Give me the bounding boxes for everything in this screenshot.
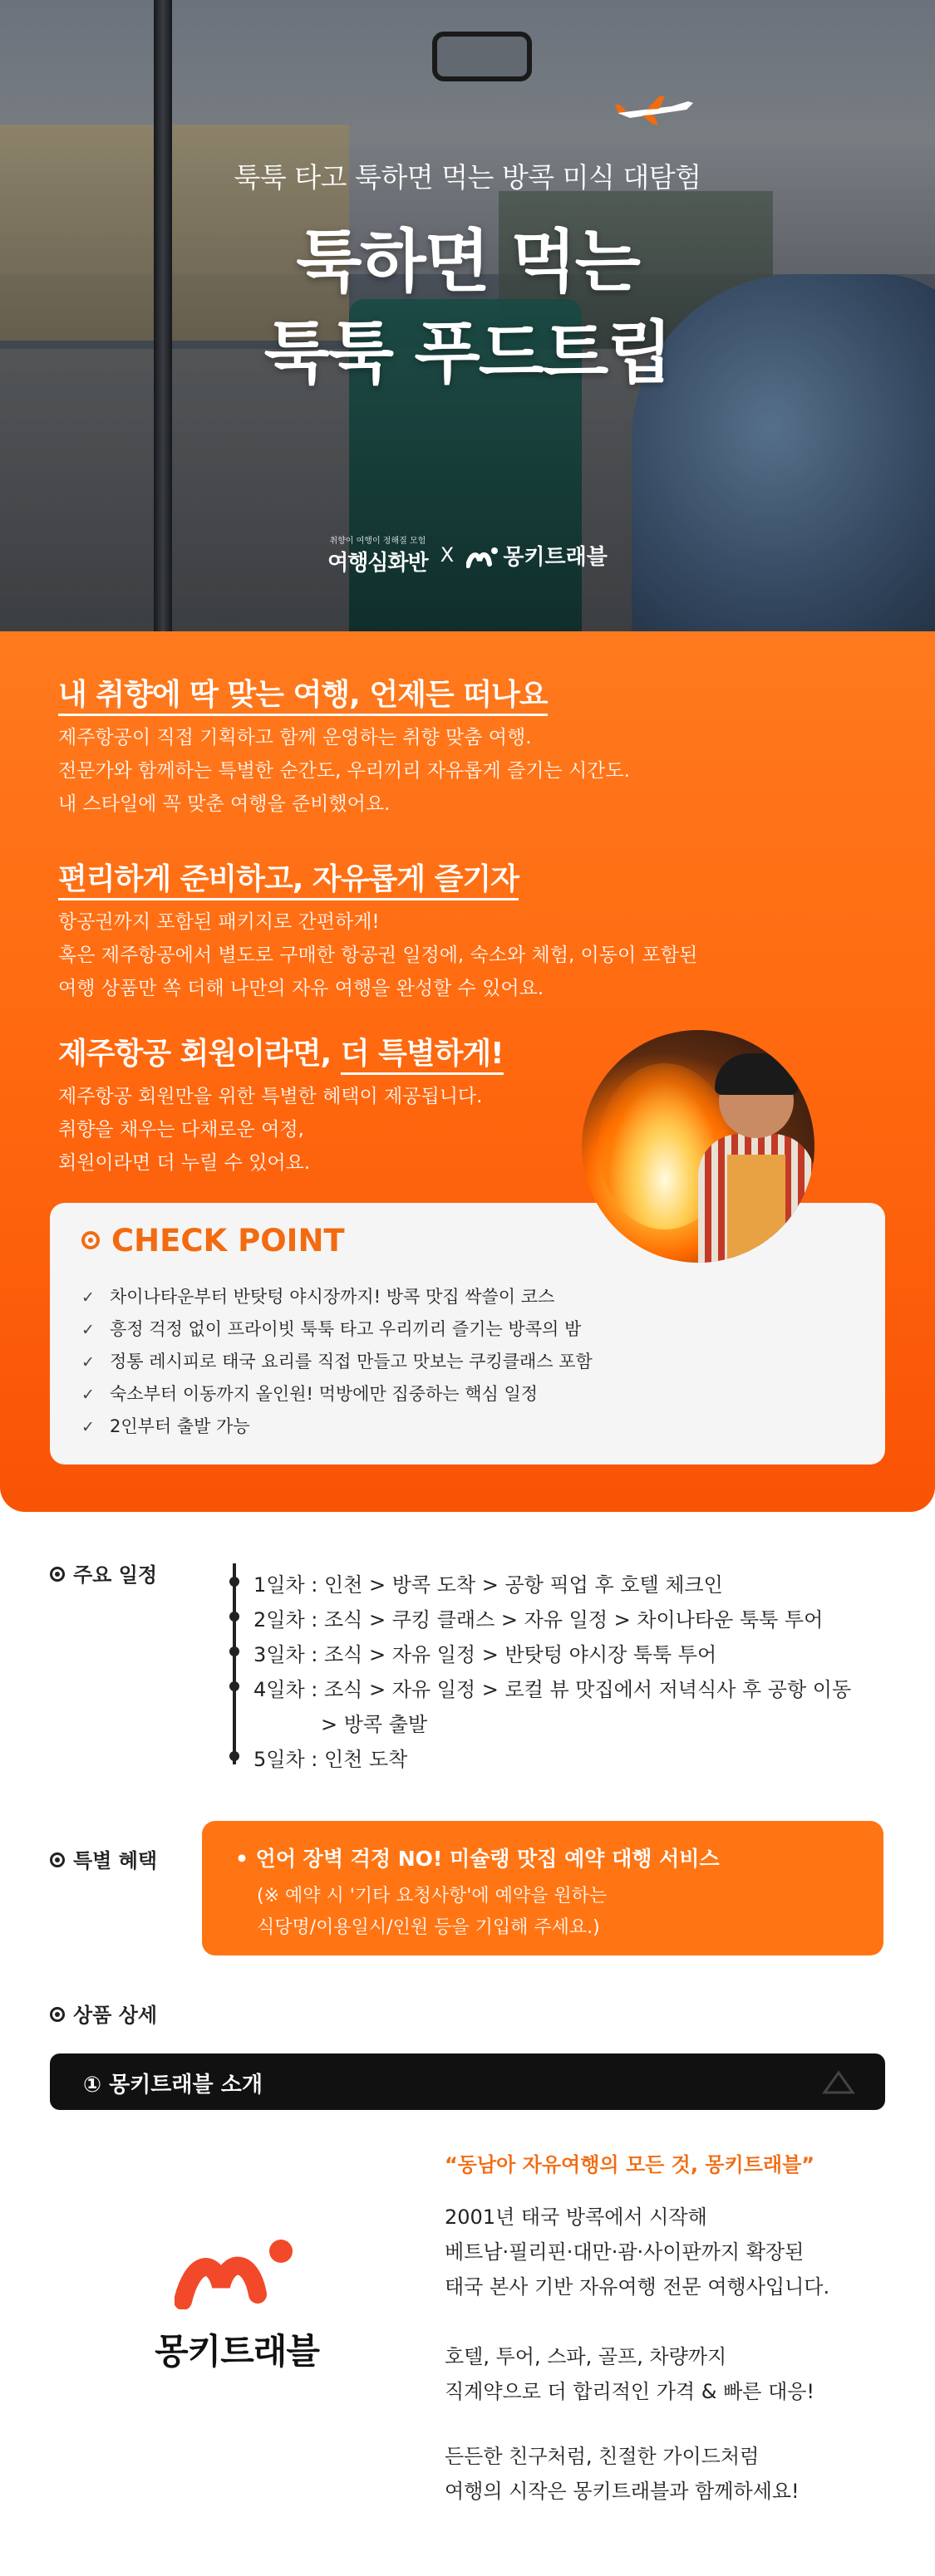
check-icon: ✓ xyxy=(81,1418,95,1436)
benefit-main: • 언어 장벽 걱정 NO! 미슐랭 맛집 예약 대행 서비스 xyxy=(235,1847,720,1871)
check-icon: ✓ xyxy=(81,1353,95,1371)
schedule-day-4-cont: > 방콕 출발 xyxy=(321,1713,428,1736)
timeline-dot xyxy=(229,1612,239,1622)
check-point-title: CHECK POINT xyxy=(81,1223,345,1259)
check-icon: ✓ xyxy=(81,1386,95,1404)
monkey-travel-wordmark: 몽키트래블 xyxy=(155,2331,319,2372)
schedule-day-2: 2일차 : 조식 > 쿠킹 클래스 > 자유 일정 > 차이나타운 툭툭 투어 xyxy=(253,1608,824,1631)
intro-paragraph-2: 호텔, 투어, 스파, 골프, 차량까지 직계약으로 더 합리적인 가격 & 빠른 대응! xyxy=(445,2345,815,2403)
triangle-icon xyxy=(822,2070,855,2095)
hero-subtitle: 툭툭 타고 툭하면 먹는 방콕 미식 대탐험 xyxy=(234,161,701,194)
list-item: ✓ 2인부터 출발 가능 xyxy=(81,1411,593,1443)
section-heading-3: 제주항공 회원이라면, 더 특별하게! xyxy=(58,1030,504,1072)
section-text-2: 항공권까지 포함된 패키지로 간편하게! 혹은 제주항공에서 별도로 구매한 항공권 일정에, 숙소와 체험, 이동이 포함된 여행 상품만 쏙 더해 나만의 자유 여행을 완성할 수 있어요. xyxy=(58,911,698,999)
schedule-day-5: 5일차 : 인천 도착 xyxy=(253,1748,408,1771)
benefit-box xyxy=(202,1821,883,1955)
intro-quote: “동남아 자유여행의 모든 것, 몽키트래블” xyxy=(445,2153,815,2176)
detail-label: 상품 상세 xyxy=(50,1999,157,2028)
brand-yeohaeng-logo: 취향이 여행이 정해질 모험 여행심화반 xyxy=(327,537,428,576)
schedule-day-4: 4일차 : 조식 > 자유 일정 > 로컬 뷰 맛집에서 저녁식사 후 공항 이동 xyxy=(253,1678,852,1701)
target-icon xyxy=(50,2007,65,2022)
section-text-3: 제주항공 회원만을 위한 특별한 혜택이 제공됩니다. 취향을 채우는 다채로운 여정, 회원이라면 더 누릴 수 있어요. xyxy=(58,1086,483,1174)
monkey-logo-icon xyxy=(175,2235,299,2309)
hero-title-line-2: 툭툭 푸드트립 xyxy=(263,314,672,393)
timeline-dot xyxy=(229,1681,239,1691)
intro-paragraph-3: 든든한 친구처럼, 친절한 가이드처럼 여행의 시작은 몽키트래블과 함께하세요! xyxy=(445,2445,800,2503)
target-icon xyxy=(50,1567,65,1582)
check-point-list xyxy=(81,1281,593,1443)
airplane-icon xyxy=(613,93,696,126)
schedule-day-3: 3일차 : 조식 > 자유 일정 > 반탓텅 야시장 툭툭 투어 xyxy=(253,1643,717,1666)
list-item: ✓ 숙소부터 이동까지 올인원! 먹방에만 집중하는 핵심 일정 xyxy=(81,1378,593,1411)
chef-flame-photo xyxy=(582,1030,814,1263)
monkey-logo-icon xyxy=(466,546,499,569)
check-icon: ✓ xyxy=(81,1288,95,1307)
brand-separator: X xyxy=(440,543,455,567)
check-icon: ✓ xyxy=(81,1321,95,1339)
section-text-1: 제주항공이 직접 기획하고 함께 운영하는 취향 맞춤 여행. 전문가와 함께하는 특별한 순간도, 우리끼리 자유롭게 즐기는 시간도. 내 스타일에 꼭 맞춘 여행을 준비했어요. xyxy=(58,727,630,815)
list-item: ✓ 흥정 걱정 없이 프라이빗 툭툭 타고 우리끼리 즐기는 방콕의 밤 xyxy=(81,1313,593,1346)
benefit-note: (※ 예약 시 '기타 요청사항'에 예약을 원하는 식당명/이용일시/인원 등을 기입해 주세요.) xyxy=(257,1886,608,1938)
timeline-dot xyxy=(229,1751,239,1761)
section-heading-2: 편리하게 준비하고, 자유롭게 즐기자 xyxy=(58,856,519,898)
list-item: ✓ 정통 레시피로 태국 요리를 직접 만들고 맛보는 쿠킹클래스 포함 xyxy=(81,1346,593,1378)
monkey-travel-logo xyxy=(133,2235,341,2374)
detail-section-bar[interactable] xyxy=(50,2053,885,2110)
schedule-timeline xyxy=(233,1563,236,1764)
detail-bar-title: ① 몽키트래블 소개 xyxy=(83,2073,263,2098)
brand-monkey-logo: 몽키트래블 xyxy=(466,540,608,571)
benefit-label: 특별 혜택 xyxy=(50,1844,157,1873)
schedule-day-1: 1일차 : 인천 > 방콕 도착 > 공항 픽업 후 호텔 체크인 xyxy=(253,1573,723,1597)
target-icon xyxy=(81,1231,100,1249)
intro-paragraph-1: 2001년 태국 방콕에서 시작해 베트남·필리핀·대만·괌·사이판까지 확장된 태국 본사 기반 자유여행 전문 여행사입니다. xyxy=(445,2206,830,2299)
timeline-dot xyxy=(229,1646,239,1656)
hero-banner xyxy=(0,0,935,631)
timeline-dot xyxy=(229,1577,239,1587)
section-heading-1: 내 취향에 딱 맞는 여행, 언제든 떠나요 xyxy=(58,671,548,714)
hero-title-line-1: 툭하면 먹는 xyxy=(296,223,639,302)
list-item: ✓ 차이나타운부터 반탓텅 야시장까지! 방콕 맛집 싹쓸이 코스 xyxy=(81,1281,593,1313)
target-icon xyxy=(50,1852,65,1867)
brand-row xyxy=(0,533,935,577)
schedule-label: 주요 일정 xyxy=(50,1558,157,1587)
